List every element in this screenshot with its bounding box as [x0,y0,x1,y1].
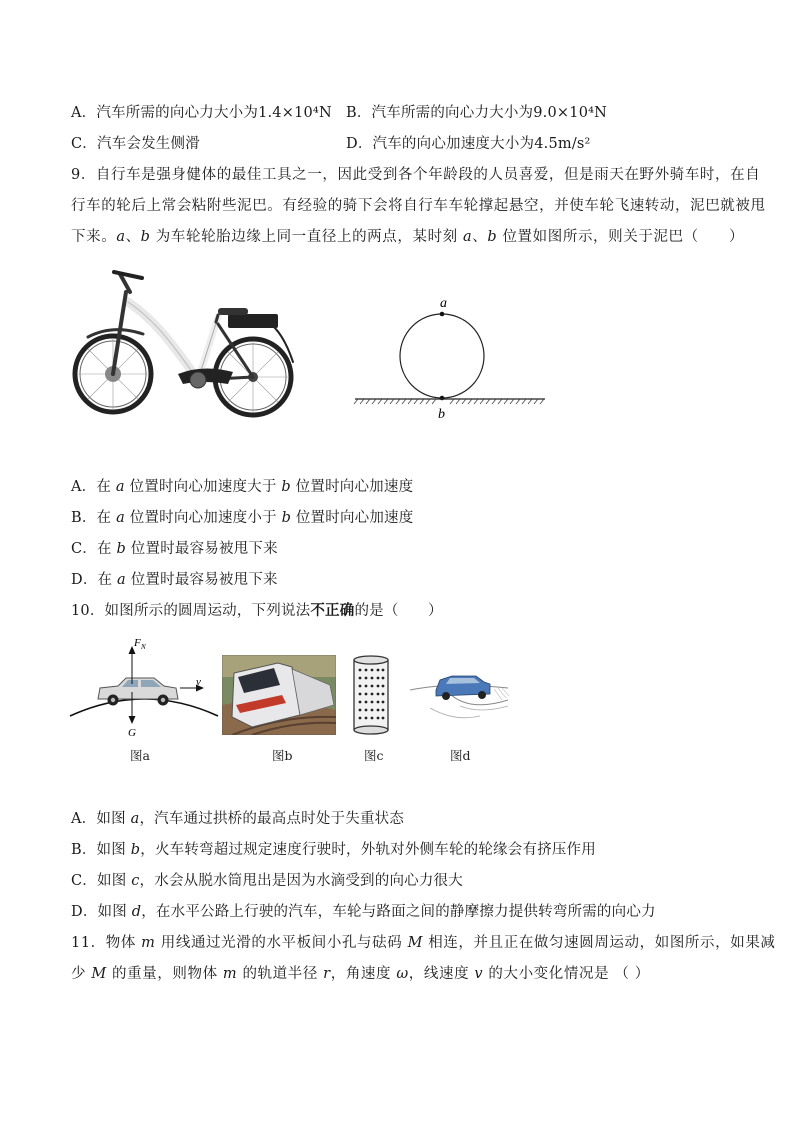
q10-option-c: C．如图 c，水会从脱水筒甩出是因为水滴受到的向心力很大 [71,873,463,889]
point-b-label: b [438,407,445,422]
q9-stem [71,160,766,253]
q9-stem-line-2: 行车的轮后上常会粘附些泥巴。有经验的骑下会将自行车车轮撑起悬空，并使车轮飞速转动，泥巴就被甩 [71,198,766,214]
q10-option-d: D．如图 d，在水平公路上行驶的汽车，车轮与路面之间的静摩擦力提供转弯所需的向心力 [71,904,656,920]
wheel-diagram [350,290,550,422]
point-a [440,312,445,317]
normal-force-subscript: N [141,643,146,651]
q8-option-a: A．汽车所需的向心力大小为1.4×10⁴N [71,105,332,121]
q11-stem-line-2: 少 M 的重量，则物体 m 的轨道半径 r，角速度 ω，线速度 v 的大小变化情况是 （ ） [71,966,650,982]
caption-figure-d: 图d [450,748,471,763]
figure-d-car-turning [410,660,510,722]
gravity-label: G [128,727,136,739]
figure-c-dryer-drum [352,654,390,736]
point-a-label: a [440,296,447,311]
q9-option-d: D．在 a 位置时最容易被甩下来 [71,572,278,588]
q8-option-d: D．汽车的向心加速度大小为4.5m/s² [346,136,591,152]
figure-a-bridge [68,632,220,740]
bicycle-photo [68,262,304,420]
ground-hatching [354,399,544,404]
q9-option-c: C．在 b 位置时最容易被甩下来 [71,541,278,557]
car-icon [98,678,178,706]
q11-stem [71,928,776,990]
q10-option-b: B．如图 b，火车转弯超过规定速度行驶时，外轨对外侧车轮的轮缘会有挤压作用 [71,842,596,858]
q9-stem-line-3: 下来。a、b 为车轮轮胎边缘上同一直径上的两点，某时刻 a、b 位置如图所示，则关于泥巴（ ） [71,229,745,245]
q9-stem-line-1: 9．自行车是强身健体的最佳工具之一，因此受到各个年龄段的人员喜爱，但是雨天在野外骑车时，在自 [71,167,761,183]
figure-b-train-photo [222,655,336,735]
q8-option-c: C．汽车会发生侧滑 [71,136,200,152]
normal-force-label: F [134,637,141,649]
caption-figure-c: 图c [364,748,384,763]
velocity-label: v [196,676,201,688]
point-b [440,396,445,401]
q10-option-a: A．如图 a，汽车通过拱桥的最高点时处于失重状态 [71,811,405,827]
q9-option-a: A．在 a 位置时向心加速度大于 b 位置时向心加速度 [71,479,414,495]
q10-stem: 10．如图所示的圆周运动，下列说法不正确的是（ ） [71,602,443,619]
caption-figure-a: 图a [130,748,150,763]
q8-option-b: B．汽车所需的向心力大小为9.0×10⁴N [346,105,608,121]
q9-option-b: B．在 a 位置时向心加速度小于 b 位置时向心加速度 [71,510,414,526]
caption-figure-b: 图b [272,748,293,763]
q11-stem-line-1: 11．物体 m 用线通过光滑的水平板间小孔与砝码 M 相连，并且正在做匀速圆周运动，如图所示，如果减 [71,935,776,951]
